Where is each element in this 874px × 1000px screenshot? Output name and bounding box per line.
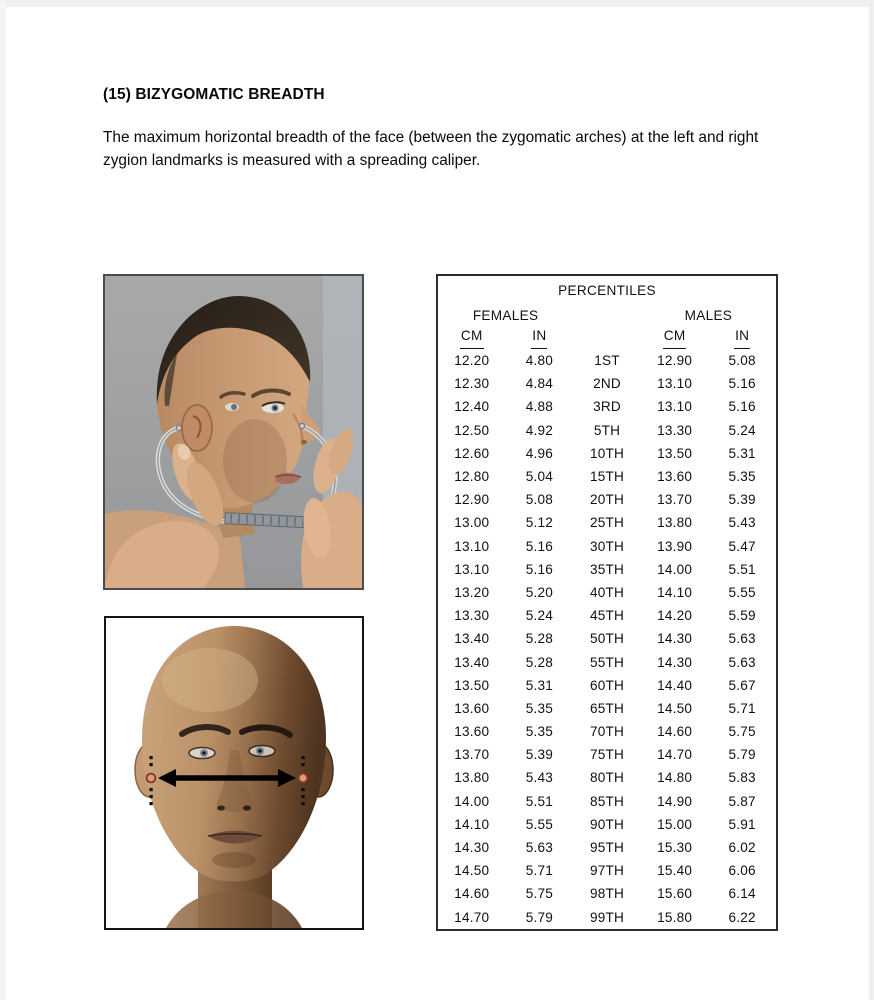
female-cm-cell: 13.70 <box>454 747 490 763</box>
nostril <box>301 440 307 444</box>
male-cm-cell: 14.50 <box>657 700 693 716</box>
percentile-cell: 97TH <box>589 863 625 879</box>
right-nostril <box>243 805 251 810</box>
table-row <box>438 419 776 442</box>
caliper-photo-illustration <box>105 276 362 588</box>
percentile-cell: 98TH <box>589 886 625 902</box>
male-cm-cell: 13.90 <box>657 538 693 554</box>
female-cm-cell: 14.70 <box>454 909 490 925</box>
female-in-cell: 4.80 <box>525 353 554 369</box>
subject-iris-far <box>231 404 237 410</box>
table-row <box>438 395 776 418</box>
subject-ear <box>182 405 212 451</box>
male-cm-cell: 15.80 <box>657 909 693 925</box>
table-row <box>438 906 776 929</box>
male-cm-cell: 14.70 <box>657 747 693 763</box>
table-row <box>438 697 776 720</box>
percentile-cell: 55TH <box>589 654 625 670</box>
percentile-cell: 99TH <box>589 909 625 925</box>
male-cm-cell: 14.10 <box>657 584 693 600</box>
female-cm-cell: 12.40 <box>454 399 490 415</box>
female-in-cell: 5.24 <box>525 608 554 624</box>
female-in-cell: 5.16 <box>525 561 554 577</box>
female-in-cell: 5.12 <box>525 515 554 531</box>
male-cm-cell: 12.90 <box>657 353 693 369</box>
percentile-cell: 90TH <box>589 816 625 832</box>
table-row <box>438 882 776 905</box>
percentile-cell: 5TH <box>593 422 621 438</box>
male-cm-cell: 14.20 <box>657 608 693 624</box>
head-diagram-figure <box>104 616 364 930</box>
percentile-cell: 10TH <box>589 445 625 461</box>
male-cm-cell: 14.30 <box>657 631 693 647</box>
percentile-cell: 85TH <box>589 793 625 809</box>
females-group-label: FEMALES <box>472 308 539 323</box>
table-row <box>438 349 776 372</box>
table-row <box>438 720 776 743</box>
female-in-cell: 5.35 <box>525 700 554 716</box>
table-row <box>438 674 776 697</box>
female-cm-cell: 14.30 <box>454 840 490 856</box>
male-cm-cell: 13.60 <box>657 469 693 485</box>
percentile-cell: 65TH <box>589 700 625 716</box>
male-cm-cell: 15.40 <box>657 863 693 879</box>
female-cm-cell: 13.80 <box>454 770 490 786</box>
male-in-cell: 5.87 <box>728 793 756 809</box>
female-cm-cell: 12.50 <box>454 422 490 438</box>
percentile-cell: 70TH <box>589 724 625 740</box>
female-cm-cell: 14.60 <box>454 886 490 902</box>
female-in-cell: 5.35 <box>525 724 554 740</box>
male-cm-cell: 13.80 <box>657 515 693 531</box>
male-cm-cell: 13.70 <box>657 492 693 508</box>
female-cm-cell: 13.20 <box>454 584 490 600</box>
female-in-cell: 5.28 <box>525 631 554 647</box>
female-cm-cell: 12.20 <box>454 353 490 369</box>
male-in-header: IN <box>734 327 750 349</box>
female-in-cell: 5.16 <box>525 538 554 554</box>
male-in-cell: 5.67 <box>728 677 756 693</box>
percentile-cell: 50TH <box>589 631 625 647</box>
female-in-cell: 5.39 <box>525 747 554 763</box>
left-zygion-dot <box>147 774 156 783</box>
female-cm-cell: 13.40 <box>454 631 490 647</box>
male-in-cell: 5.35 <box>728 469 756 485</box>
viewer-top-edge <box>0 0 874 7</box>
table-unit-header <box>438 327 776 349</box>
percentile-table <box>436 274 778 931</box>
table-row <box>438 743 776 766</box>
table-row <box>438 604 776 627</box>
female-in-cell: 5.20 <box>525 584 554 600</box>
female-cm-cell: 13.00 <box>454 515 490 531</box>
percentile-cell: 60TH <box>589 677 625 693</box>
male-cm-cell: 15.30 <box>657 840 693 856</box>
male-in-cell: 5.16 <box>728 376 756 392</box>
female-in-cell: 4.88 <box>525 399 554 415</box>
female-in-cell: 5.04 <box>525 469 554 485</box>
table-row <box>438 859 776 882</box>
female-in-cell: 4.84 <box>525 376 554 392</box>
head-diagram-illustration <box>106 618 362 928</box>
female-cm-cell: 12.90 <box>454 492 490 508</box>
percentile-cell: 20TH <box>589 492 625 508</box>
percentile-cell: 80TH <box>589 770 625 786</box>
table-row <box>438 790 776 813</box>
female-cm-cell: 13.60 <box>454 700 490 716</box>
male-cm-cell: 13.50 <box>657 445 693 461</box>
male-in-cell: 6.14 <box>728 886 756 902</box>
male-in-cell: 5.24 <box>728 422 756 438</box>
male-in-cell: 5.71 <box>728 700 756 716</box>
caliper-tip-right <box>299 423 304 428</box>
female-cm-cell: 13.10 <box>454 561 490 577</box>
male-cm-cell: 13.10 <box>657 399 693 415</box>
table-row <box>438 581 776 604</box>
table-row <box>438 836 776 859</box>
male-in-cell: 5.75 <box>728 724 756 740</box>
female-in-cell: 5.43 <box>525 770 554 786</box>
table-row <box>438 511 776 534</box>
viewer-right-edge <box>869 0 874 1000</box>
male-cm-cell: 13.10 <box>657 376 693 392</box>
female-in-cell: 5.63 <box>525 840 554 856</box>
male-cm-cell: 15.60 <box>657 886 693 902</box>
female-cm-cell: 14.10 <box>454 816 490 832</box>
forehead-highlight <box>162 648 258 712</box>
female-cm-cell: 12.80 <box>454 469 490 485</box>
male-in-cell: 5.63 <box>728 631 756 647</box>
male-in-cell: 5.91 <box>728 816 756 832</box>
male-in-cell: 5.39 <box>728 492 756 508</box>
male-in-cell: 5.16 <box>728 399 756 415</box>
males-group-label: MALES <box>684 308 733 323</box>
female-in-cell: 4.92 <box>525 422 554 438</box>
male-cm-cell: 15.00 <box>657 816 693 832</box>
percentile-table-body <box>438 349 776 929</box>
table-row <box>438 627 776 650</box>
female-cm-header: CM <box>460 327 484 349</box>
female-in-cell: 5.75 <box>525 886 554 902</box>
female-cm-cell: 12.60 <box>454 445 490 461</box>
female-in-cell: 5.79 <box>525 909 554 925</box>
table-row <box>438 650 776 673</box>
caliper-tip-left <box>176 425 181 430</box>
male-cm-header: CM <box>663 327 687 349</box>
left-nostril <box>217 805 225 810</box>
male-cm-cell: 14.30 <box>657 654 693 670</box>
female-in-cell: 5.08 <box>525 492 554 508</box>
right-pupil <box>258 749 262 753</box>
male-in-cell: 5.59 <box>728 608 756 624</box>
male-in-cell: 5.63 <box>728 654 756 670</box>
chin-shadow <box>212 852 256 868</box>
male-in-cell: 5.83 <box>728 770 756 786</box>
table-title: PERCENTILES <box>558 283 656 298</box>
female-cm-cell: 13.50 <box>454 677 490 693</box>
male-in-cell: 6.02 <box>728 840 756 856</box>
percentile-cell: 75TH <box>589 747 625 763</box>
subject-pupil-near <box>273 406 276 409</box>
male-cm-cell: 14.90 <box>657 793 693 809</box>
cheek-shadow <box>223 419 287 503</box>
section-heading: (15) BIZYGOMATIC BREADTH <box>103 86 325 103</box>
female-in-cell: 5.51 <box>525 793 554 809</box>
table-row <box>438 488 776 511</box>
female-in-cell: 5.28 <box>525 654 554 670</box>
male-cm-cell: 14.80 <box>657 770 693 786</box>
percentile-cell: 2ND <box>593 376 621 392</box>
male-in-cell: 5.51 <box>728 561 756 577</box>
percentile-cell: 35TH <box>589 561 625 577</box>
table-row <box>438 813 776 836</box>
male-cm-cell: 14.00 <box>657 561 693 577</box>
female-cm-cell: 14.00 <box>454 793 490 809</box>
male-in-cell: 6.06 <box>728 863 756 879</box>
table-row <box>438 766 776 789</box>
table-row <box>438 535 776 558</box>
percentile-cell: 45TH <box>589 608 625 624</box>
male-in-cell: 5.47 <box>728 538 756 554</box>
percentile-cell: 30TH <box>589 538 625 554</box>
male-cm-cell: 14.60 <box>657 724 693 740</box>
viewer-left-edge <box>0 0 6 1000</box>
male-cm-cell: 14.40 <box>657 677 693 693</box>
table-row <box>438 442 776 465</box>
male-in-cell: 5.31 <box>728 445 756 461</box>
male-in-cell: 5.55 <box>728 584 756 600</box>
female-cm-cell: 13.40 <box>454 654 490 670</box>
female-in-cell: 4.96 <box>525 445 554 461</box>
male-in-cell: 6.22 <box>728 909 756 925</box>
table-row <box>438 558 776 581</box>
female-in-header: IN <box>531 327 547 349</box>
female-in-cell: 5.71 <box>525 863 554 879</box>
female-cm-cell: 13.60 <box>454 724 490 740</box>
percentile-cell: 15TH <box>589 469 625 485</box>
male-in-cell: 5.08 <box>728 353 756 369</box>
female-cm-cell: 12.30 <box>454 376 490 392</box>
female-cm-cell: 13.10 <box>454 538 490 554</box>
table-group-header <box>438 304 776 327</box>
female-cm-cell: 14.50 <box>454 863 490 879</box>
percentile-cell: 3RD <box>593 399 621 415</box>
left-pupil <box>202 751 206 755</box>
male-in-cell: 5.43 <box>728 515 756 531</box>
table-row <box>438 372 776 395</box>
table-row <box>438 465 776 488</box>
percentile-cell: 1ST <box>594 353 620 369</box>
female-in-cell: 5.55 <box>525 816 554 832</box>
percentile-cell: 25TH <box>589 515 625 531</box>
male-cm-cell: 13.30 <box>657 422 693 438</box>
male-in-cell: 5.79 <box>728 747 756 763</box>
section-description: The maximum horizontal breadth of the face (between the zygomatic arches) at the left and right zygion landmarks is measured with a spreading caliper. <box>103 129 759 169</box>
percentile-cell: 40TH <box>589 584 625 600</box>
percentile-cell: 95TH <box>589 840 625 856</box>
female-cm-cell: 13.30 <box>454 608 490 624</box>
right-zygion-dot <box>299 774 308 783</box>
caliper-photo-figure <box>103 274 364 590</box>
percentile-header-spacer <box>573 327 641 349</box>
female-in-cell: 5.31 <box>525 677 554 693</box>
